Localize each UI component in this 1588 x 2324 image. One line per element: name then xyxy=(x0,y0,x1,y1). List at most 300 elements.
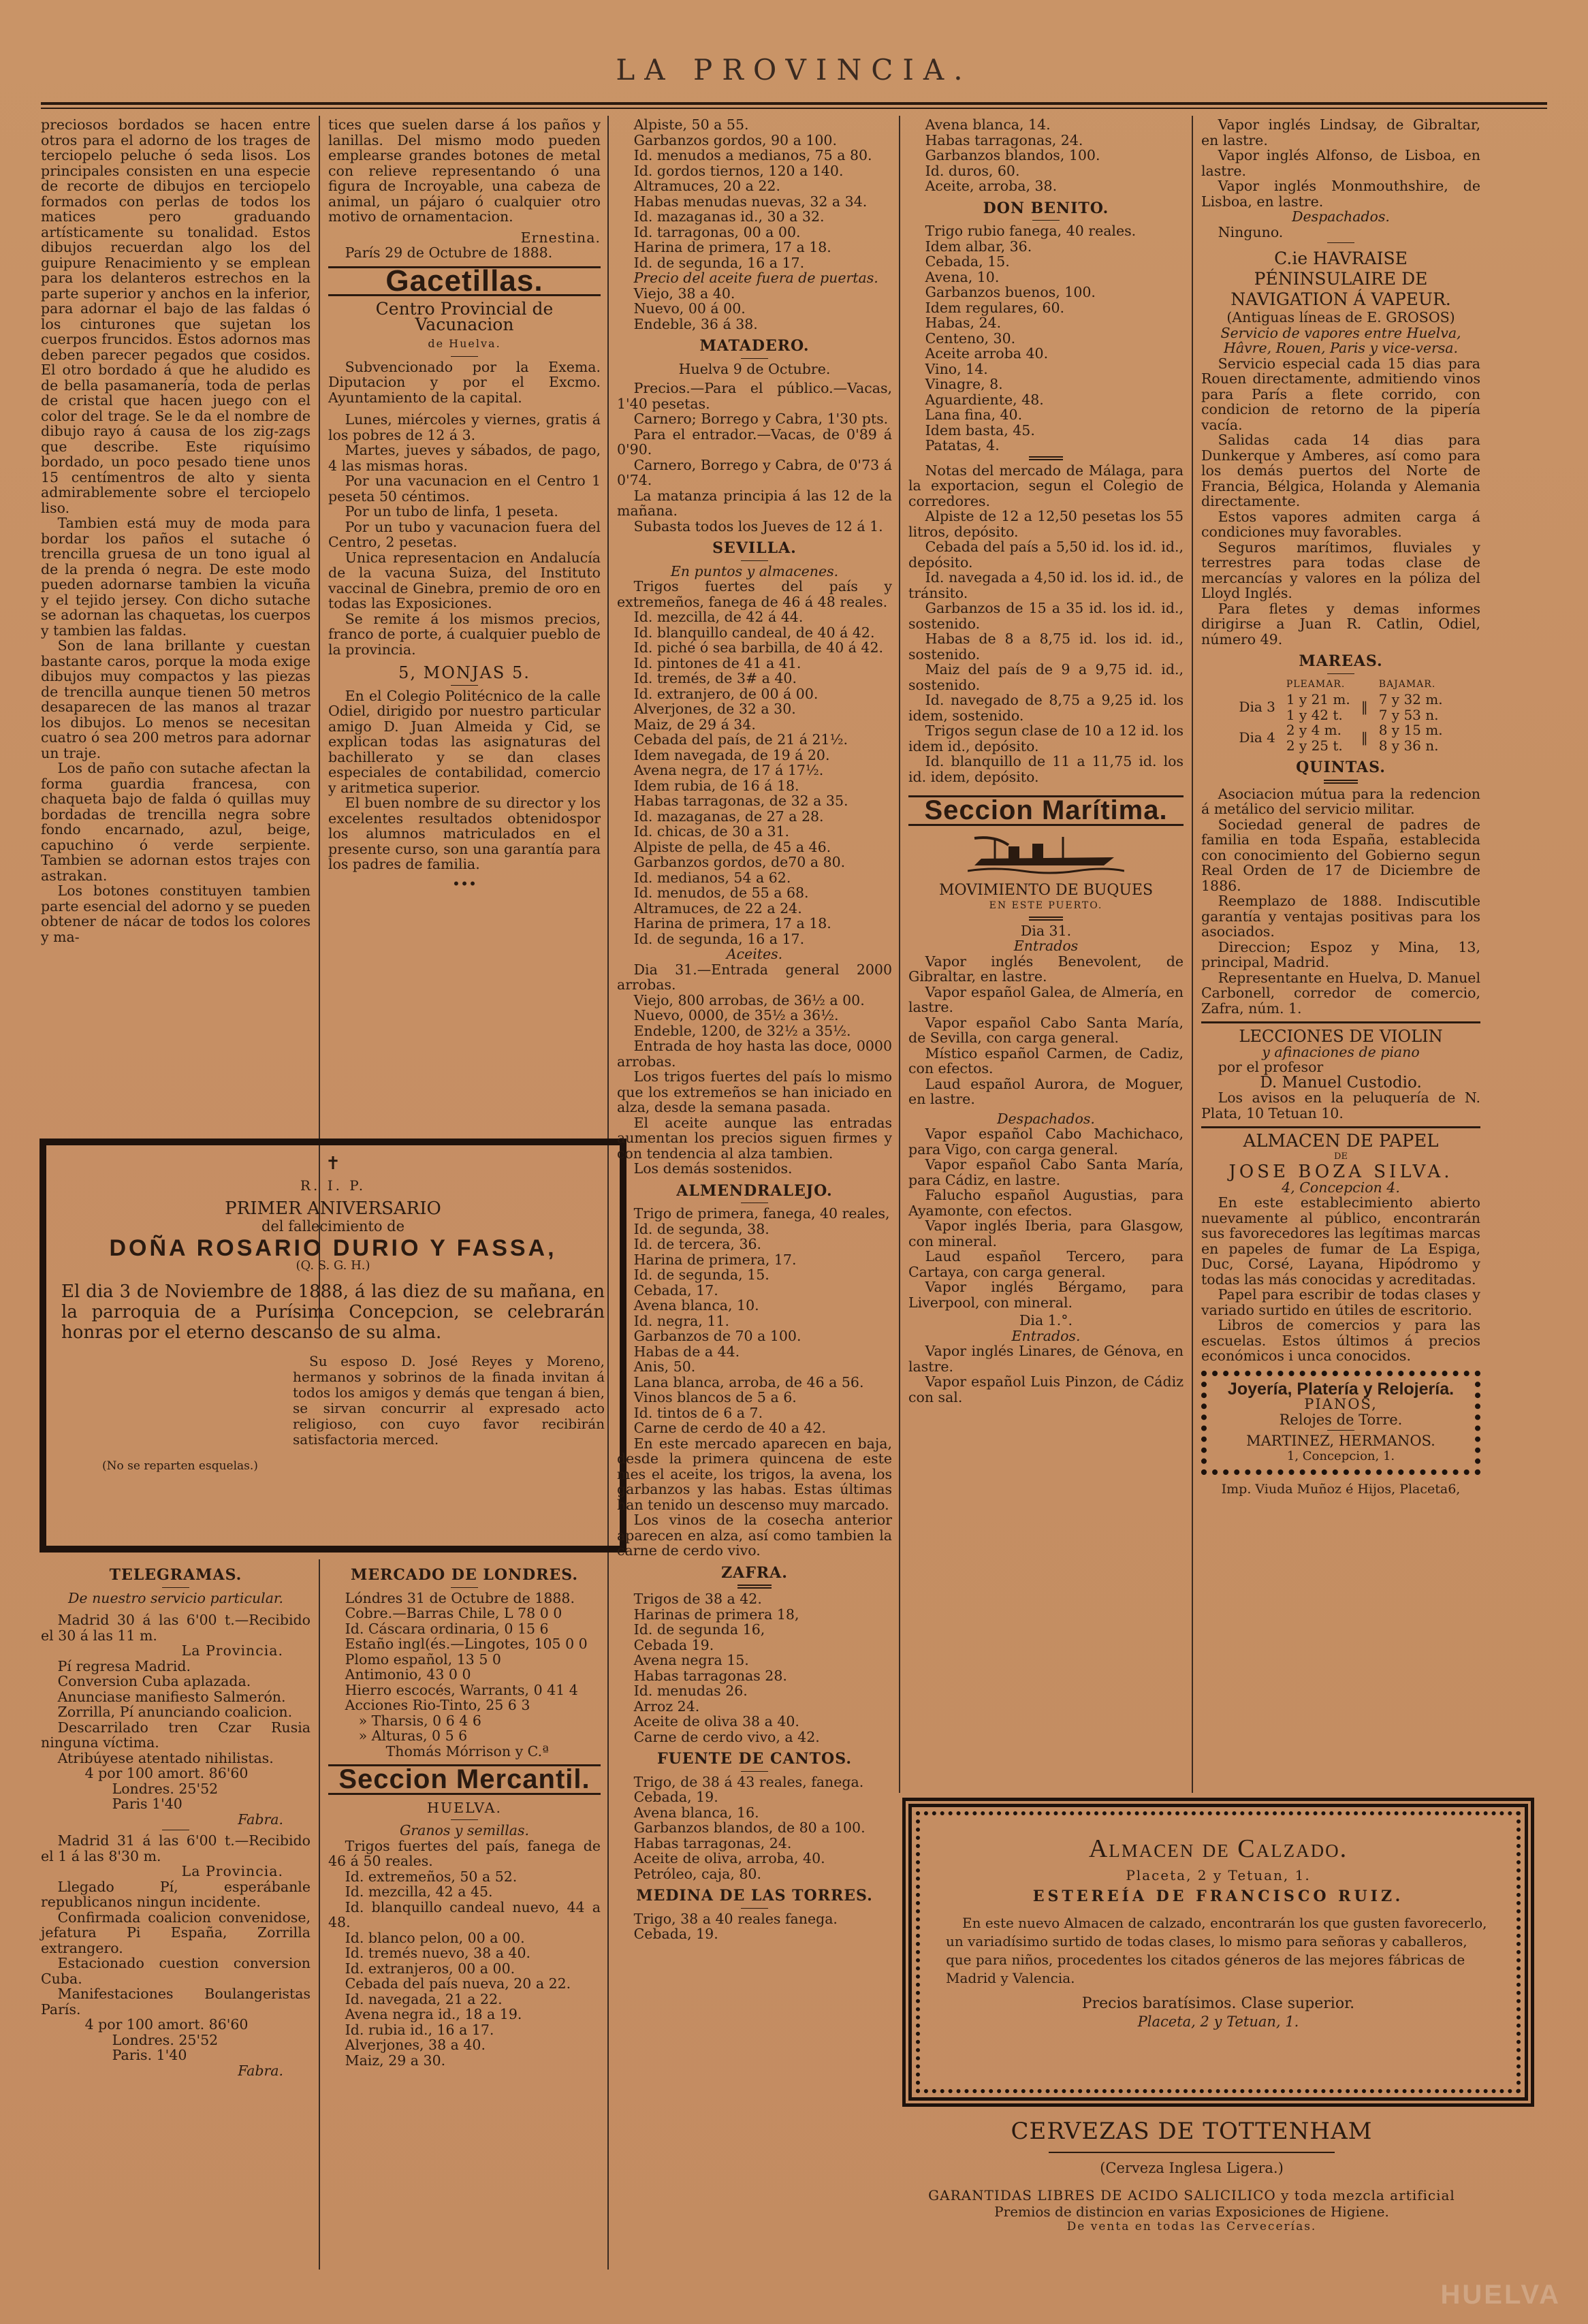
market-line: Id. extranjeros, 00 a 00. xyxy=(345,1960,515,1977)
market-line: Alpiste, 50 a 55. xyxy=(633,116,749,133)
cervezas-ad xyxy=(899,2118,1484,2233)
telegram-line: Conversion Cuba aplazada. xyxy=(57,1673,251,1689)
market-line: Viejo, 38 a 40. xyxy=(633,285,735,302)
entrados-label: Entrados. xyxy=(1011,1327,1081,1344)
market-line: Aceite, arroba, 38. xyxy=(925,178,1058,194)
sevilla-line: Id. mazaganas, de 27 a 28. xyxy=(633,808,824,825)
almendralejo-line: En este mercado aparecen en baja, desde la primera quincena de este mes el aceite, los trigos, la avena, los garbanzos y las habas. Estas últimas han tenido un descenso muy marcado. xyxy=(617,1435,892,1513)
market-line: Id. tarragonas, 00 a 00. xyxy=(633,223,801,240)
tides-day: Dia 3 xyxy=(1239,699,1275,716)
fuente-line: Petróleo, caja, 80. xyxy=(633,1865,761,1882)
havraise-line: Seguros marítimos, fluviales y terrestres para todas clase de mercancías y valores en la póliza del Lloyd Inglés. xyxy=(1201,539,1480,601)
benito-line: Habas, 24. xyxy=(925,315,1002,331)
almendralejo-line: Id. de segunda, 38. xyxy=(633,1220,769,1237)
telegrams-section xyxy=(41,1561,311,2078)
market-line: Avena blanca, 14. xyxy=(925,116,1051,133)
movement-subtitle: EN ESTE PUERTO. xyxy=(989,900,1103,911)
zafra-line: Harinas de primera 18, xyxy=(633,1606,799,1623)
divider xyxy=(162,1587,189,1588)
telegrams-subtitle: De nuestro servicio particular. xyxy=(68,1589,283,1606)
matadero-line: Para el entrador.—Vacas, de 0'89 á 0'90. xyxy=(617,426,892,458)
divider xyxy=(1029,917,1063,921)
malaga-line: Trigos segun clase de 10 a 12 id. los idem id., depósito. xyxy=(908,722,1184,754)
havraise-line: Servicio especial cada 15 dias para Rouen directamente, admitiendo vinos para París a flete corrido, con condicion de retorno de la pipería vacía. xyxy=(1201,355,1480,433)
benito-line: Vino, 14. xyxy=(925,360,988,377)
ship-line: Vapor español Cabo Santa María, para Cádiz, en lastre. xyxy=(908,1156,1184,1188)
london-title: MERCADO DE LONDRES. xyxy=(350,1566,579,1584)
telegram-line: La Provincia. xyxy=(181,1863,283,1879)
article-paragraph: tices que suelen darse á los paños y lanillas. Del mismo modo pueden emplearse grandes botones de metal con relieve representando ó una figura de Incroyable, una cabeza de animal, un pájaro ó cualquier otro motivo de ornamentacion. xyxy=(328,116,601,225)
vaccination-text: Se remite á los mismos precios, franco de porte, á cualquier pueblo de la provincia. xyxy=(328,610,601,658)
ship-line: Vapor inglés Linares, de Génova, en lastre. xyxy=(908,1343,1184,1375)
day-1: Dia 1.°. xyxy=(1019,1312,1073,1328)
fuente-line: Garbanzos blandos, de 80 a 100. xyxy=(633,1819,866,1836)
sevilla-line: Idem rubia, de 16 á 18. xyxy=(633,777,799,794)
mercantil-title: Seccion Mercantil. xyxy=(338,1764,590,1794)
obituary-text: El dia 3 de Noviembre de 1888, á las diez de su mañana, en la parroquia de a Purísima Concepcion, se celebrarán honras por el eterno descanso de su alma. xyxy=(61,1282,605,1343)
london-line: Hierro escocés, Warrants, 0 41 4 xyxy=(345,1681,578,1698)
aceites-line: Dia 31.—Entrada general 2000 arrobas. xyxy=(617,961,892,993)
zafra-title: ZAFRA. xyxy=(721,1563,788,1582)
article-dateline: París 29 de Octubre de 1888. xyxy=(345,244,553,261)
ship-line: Vapor inglés Lindsay, de Gibraltar, en lastre. xyxy=(1201,116,1480,148)
benito-line: Aguardiente, 48. xyxy=(925,391,1044,408)
divider xyxy=(1327,242,1354,243)
tides-cell: 2 y 4 m. xyxy=(1286,722,1341,738)
sevilla-line: Alverjones, de 32 a 30. xyxy=(633,701,796,717)
despachados-label: Despachados. xyxy=(997,1110,1095,1127)
papel-line: En este establecimiento abierto nuevamente al público, encontrarán sus favorecedores las legítimas marcas en papeles de fumar de La Espiga, Duc, Corsé, Layana, Hipódromo y todas las más conocidas y acreditadas. xyxy=(1201,1194,1480,1288)
divider xyxy=(1327,1430,1354,1431)
obituary-anniversary: PRIMER ANIVERSARIO xyxy=(225,1198,441,1219)
ship-line: Falucho español Augustias, para Ayamonte, con efectos. xyxy=(908,1187,1184,1219)
ship-line: Laud español Aurora, de Moguer, en lastre. xyxy=(908,1075,1184,1107)
aceites-line: Nuevo, 0000, de 35½ a 36½. xyxy=(633,1007,839,1023)
benito-line: Trigo rubio fanega, 40 reales. xyxy=(925,223,1137,239)
telegram-line: Londres. 25'52 xyxy=(112,1780,219,1797)
divider xyxy=(741,1908,768,1909)
market-line: Id. duros, 60. xyxy=(925,162,1020,179)
quintas-title: QUINTAS. xyxy=(1296,759,1386,776)
sevilla-line: Id. piché ó sea barbilla, de 40 á 42. xyxy=(633,639,884,656)
havraise-subtitle: (Antiguas líneas de E. GROSOS) xyxy=(1226,309,1455,325)
market-line: Garbanzos blandos, 100. xyxy=(925,147,1100,163)
market-line: Id. tremés nuevo, 38 a 40. xyxy=(345,1945,531,1961)
market-line: Id. blanquillo candeal nuevo, 44 a 48. xyxy=(328,1898,601,1930)
almendralejo-line: Lana blanca, arroba, de 46 a 56. xyxy=(633,1373,864,1390)
market-line: Id. blanco pelon, 00 a 00. xyxy=(345,1929,525,1946)
zafra-line: Carne de cerdo vivo, a 42. xyxy=(633,1728,820,1745)
zafra-line: Id. de segunda 16, xyxy=(633,1621,765,1638)
joyeria-owner: MARTINEZ, HERMANOS. xyxy=(1246,1433,1435,1449)
joyeria-relojes: Relojes de Torre. xyxy=(1279,1411,1403,1428)
vaccination-text: Unica representacion en Andalucía de la vacuna Suiza, del Instituto vaccinal de Ginebra, premio de oro en todas las Exposiciones. xyxy=(328,549,601,611)
malaga-line: Maiz del país de 9 a 9,75 id. id., sostenido. xyxy=(908,661,1184,693)
telegram-line: Zorrilla, Pí anunciando coalicion. xyxy=(57,1704,293,1720)
vaccination-text: Por un tubo de linfa, 1 peseta. xyxy=(345,503,558,520)
divider xyxy=(741,1771,768,1772)
market-line: Trigos fuertes del país, fanega de 46 á 50 reales. xyxy=(328,1837,601,1869)
sevilla-line: Maiz, de 29 á 34. xyxy=(633,716,756,733)
aceites-line: Entrada de hoy hasta las doce, 0000 arrobas. xyxy=(617,1038,892,1070)
entrados-label: Entrados xyxy=(1013,938,1079,954)
obituary-name: DOÑA ROSARIO DURIO Y FASSA, xyxy=(109,1235,557,1261)
column-separator xyxy=(899,116,900,1793)
cervezas-line: Premios de distincion en varias Exposiciones de Higiene. xyxy=(994,2203,1389,2220)
benito-line: Idem albar, 36. xyxy=(925,238,1032,255)
obituary-family: Su esposo D. José Reyes y Moreno, hermanos y sobrinos de la finada invitan á todos los amigos y demás que tengan á bien, se sirvan concurrir al expresado acto religioso, con cuyo favor recibirán satisfactoria merced. xyxy=(293,1353,605,1448)
london-line: » Tharsis, 0 6 4 6 xyxy=(358,1712,481,1729)
market-line: Id. navegada, 21 a 22. xyxy=(345,1990,503,2007)
almendralejo-line: Trigo de primera, fanega, 40 reales, xyxy=(633,1205,890,1222)
aceites-line: Endeble, 1200, de 32½ a 35½. xyxy=(633,1022,851,1039)
london-line: Lóndres 31 de Octubre de 1888. xyxy=(345,1589,575,1606)
don-benito-title: DON BENITO. xyxy=(983,199,1109,217)
sevilla-line: Idem navegada, de 19 á 20. xyxy=(633,746,830,763)
mareas-title: MAREAS. xyxy=(1299,652,1383,670)
divider xyxy=(1029,456,1063,460)
ship-line: Vapor inglés Alfonso, de Lisboa, en lastre. xyxy=(1201,147,1480,179)
benito-line: Lana fina, 40. xyxy=(925,407,1023,423)
benito-line: Centeno, 30. xyxy=(925,330,1016,347)
calzado-ad xyxy=(902,1798,1534,2107)
sevilla-line: Id. medianos, 54 a 62. xyxy=(633,869,791,886)
joyeria-ad xyxy=(1201,1371,1480,1476)
matadero-line: Subasta todos los Jueves de 12 á 1. xyxy=(633,518,883,535)
aceites-line: Los demás sostenidos. xyxy=(633,1160,793,1177)
telegram-line: Londres. 25'52 xyxy=(112,2031,219,2048)
obituary-box xyxy=(39,1139,626,1553)
sevilla-line: Habas tarragonas, de 32 a 35. xyxy=(633,793,848,809)
tides-cell: 8 y 36 n. xyxy=(1378,737,1439,754)
divider xyxy=(741,358,768,359)
market-line: Maiz, 29 a 30. xyxy=(345,2052,446,2069)
market-line: Habas tarragonas, 24. xyxy=(925,131,1083,148)
telegram-line: Paris. 1'40 xyxy=(112,2047,187,2063)
almendralejo-line: Id. de segunda, 15. xyxy=(633,1267,769,1283)
colegio-text: En el Colegio Politécnico de la calle Odiel, dirigido por nuestro particular amigo D. Juan Almeida y Cid, se explican todas las asignaturas del bachillerato y se dan clases especiales de contabilidad, comercio y aritmetica superior. xyxy=(328,687,601,796)
fuente-title: FUENTE DE CANTOS. xyxy=(657,1750,852,1768)
almendralejo-line: Los vinos de la cosecha anterior aparecen en alza, así como tambien la carne de cerdo vivo. xyxy=(617,1512,892,1559)
benito-line: Garbanzos buenos, 100. xyxy=(925,284,1096,300)
violin-subtitle: y afinaciones de piano xyxy=(1262,1043,1420,1060)
london-line: Thomás Mórrison y C.ª xyxy=(385,1742,549,1760)
benito-line: Aceite arroba 40. xyxy=(925,345,1049,362)
colegio-text: El buen nombre de su director y los excelentes resultados obtenidospor los alumnos matriculados en el presente curso, son una garantía para los padres de familia. xyxy=(328,795,601,872)
masthead-rule xyxy=(41,102,1547,105)
benito-line: Idem regulares, 60. xyxy=(925,299,1065,316)
tides-cell: 8 y 15 m. xyxy=(1378,722,1443,738)
tides-cell: 7 y 32 m. xyxy=(1378,691,1443,707)
sevilla-line: Trigos fuertes del país y extremeños, fanega de 46 á 48 reales. xyxy=(617,578,892,610)
vaccination-text: Por un tubo y vacunacion fuera del Centro, 2 pesetas. xyxy=(328,518,601,550)
telegram-line: Atribúyese atentado nihilistas. xyxy=(57,1749,274,1766)
vaccination-title: Centro Provincial de Vacunacion xyxy=(375,299,554,334)
divider xyxy=(1327,673,1354,674)
vaccination-text: Subvencionado por la Exema. Diputacion y por el Excmo. Ayuntamiento de la capital. xyxy=(328,358,601,406)
vaccination-subtitle: de Huelva. xyxy=(428,337,501,350)
sevilla-line: Id. blanquillo candeal, de 40 á 42. xyxy=(633,624,875,641)
sevilla-line: Id. extranjero, de 00 á 00. xyxy=(633,685,819,702)
zafra-line: Aceite de oliva 38 a 40. xyxy=(633,1713,799,1730)
column-2 xyxy=(328,117,601,891)
sevilla-line: Avena negra, de 17 á 17½. xyxy=(633,762,824,778)
column-1 xyxy=(41,117,311,944)
monjas-title: 5, MONJAS 5. xyxy=(398,663,530,682)
aceites-subtitle: Aceites. xyxy=(726,946,783,962)
maritima-title: Seccion Marítima. xyxy=(924,795,1168,825)
violin-line: por el profesor xyxy=(1218,1059,1324,1075)
sevilla-line: Id. mezcilla, de 42 á 44. xyxy=(633,609,804,625)
calzado-title: Almacen de Calzado. xyxy=(1088,1834,1348,1863)
calzado-address: Placeta, 2 y Tetuan, 1. xyxy=(1126,1867,1311,1883)
malaga-line: Id. navegado de 8,75 a 9,25 id. los idem, sostenido. xyxy=(908,692,1184,724)
fuente-line: Trigo, de 38 á 43 reales, fanega. xyxy=(633,1773,864,1790)
violin-teacher: D. Manuel Custodio. xyxy=(1260,1073,1422,1092)
market-line: Id. gordos tiernos, 120 a 140. xyxy=(633,162,844,179)
havraise-title: C.ie HAVRAISE PÉNINSULAIRE DE NAVIGATION Á VAPEUR. xyxy=(1230,249,1451,309)
movement-title: MOVIMIENTO DE BUQUES xyxy=(938,881,1154,899)
medina-title: MEDINA DE LAS TORRES. xyxy=(636,1887,873,1905)
ship-line: Vapor inglés Benevolent, de Gibraltar, en lastre. xyxy=(908,953,1184,985)
masthead-rule-thin xyxy=(41,108,1547,109)
almendralejo-title: ALMENDRALEJO. xyxy=(676,1181,833,1200)
ornament: ••• xyxy=(451,875,477,892)
divider xyxy=(737,1585,772,1589)
quintas-line: Sociedad general de padres de familia en toda España, establecida con conocimiento del Gobierno segun Real Orden de 17 de Diciembre de 1886. xyxy=(1201,816,1480,894)
ship-line: Vapor español Cabo Santa María, de Sevilla, con carga general. xyxy=(908,1014,1184,1046)
almendralejo-line: Id. de tercera, 36. xyxy=(633,1236,762,1252)
tides-cell: 7 y 53 n. xyxy=(1378,706,1439,723)
market-line: Endeble, 36 á 38. xyxy=(633,315,758,332)
market-line: Avena negra id., 18 a 19. xyxy=(345,2006,522,2022)
cervezas-subtitle: (Cerveza Inglesa Ligera.) xyxy=(1100,2160,1284,2176)
obituary-sgh: (Q. S. G. H.) xyxy=(296,1258,370,1273)
masthead: LA PROVINCIA. xyxy=(616,53,972,86)
malaga-line: Habas de 8 a 8,75 id. los id. id., sostenido. xyxy=(908,631,1184,663)
divider xyxy=(1201,1126,1480,1128)
london-line: Id. Cáscara ordinaria, 0 15 6 xyxy=(345,1620,549,1637)
sevilla-line: Altramuces, de 22 a 24. xyxy=(633,900,802,917)
medina-line: Cebada, 19. xyxy=(633,1926,718,1942)
granos-subtitle: Granos y semillas. xyxy=(399,1822,530,1838)
ship-line: Vapor español Galea, de Almería, en lastre. xyxy=(908,983,1184,1015)
telegram-line: 4 por 100 amort. 86'60 xyxy=(84,2016,249,2033)
telegram-line: Estacionado cuestion conversion Cuba. xyxy=(41,1955,311,1987)
market-line: Harina de primera, 17 a 18. xyxy=(633,239,831,255)
fuente-line: Avena blanca, 16. xyxy=(633,1804,759,1821)
divider xyxy=(451,1587,478,1588)
market-line: Habas menudas nuevas, 32 a 34. xyxy=(633,193,868,210)
sevilla-line: Id. chicas, de 30 a 31. xyxy=(633,823,790,840)
quintas-line: Direccion; Espoz y Mina, 13, principal, Madrid. xyxy=(1201,938,1480,970)
sevilla-line: Id. tremés, de 3# a 40. xyxy=(633,670,797,686)
telegram-line: Fabra. xyxy=(238,2062,283,2079)
telegram-line: Llegado Pí, esperábanle republicanos ningun incidente. xyxy=(41,1878,311,1910)
article-paragraph: preciosos bordados se hacen entre otros para el adorno de los trages de terciopelo peluche ó seda lisos. Los principales consisten en una especie de recorte de dibujos en terciopelo formados con perlas de todos los matices pero graduando artísticamente su tonalidad. Estos dibujos recuerdan algo los del guipure Renacimiento y se emplean para los delanteros estrechos en la parte superior y anchos en la inferior, para adornar el bajo de las faldas ó los cinturones que sujetan los cuerpos fruncidos. Estos adornos mas deben parecer pegados que cosidos. El otro bordado á que he aludido es de bella pasamanería, toda de perlas de cristal que hacen juego con el color del trage. Se le da el nombre de dibujo rayo á causa de los zig-zags que describe. Este riquísimo bordado, un poco pesado tiene unos 15 centímentros de alto y sienta admirablemente sobre el terciopelo liso. xyxy=(41,116,311,516)
almendralejo-line: Avena blanca, 10. xyxy=(633,1297,759,1314)
obituary-del: del fallecimiento de xyxy=(261,1218,405,1235)
matadero-date: Huelva 9 de Octubre. xyxy=(678,360,831,377)
imprenta-line: Imp. Viuda Muñoz é Hijos, Placeta6, xyxy=(1221,1482,1461,1497)
sevilla-subtitle: En puntos y almacenes. xyxy=(670,562,839,579)
tides-header: PLEAMAR. xyxy=(1286,678,1346,690)
telegram-line: Manifestaciones Boulangeristas París. xyxy=(41,1986,311,2018)
havraise-line: Estos vapores admiten carga á condiciones muy favorables. xyxy=(1201,508,1480,540)
huelva-title: HUELVA. xyxy=(426,1799,503,1816)
tides-day: Dia 4 xyxy=(1239,729,1275,746)
watermark: HUELVA xyxy=(1440,2280,1561,2310)
benito-line: Patatas, 4. xyxy=(925,437,1000,453)
benito-line: Cebada, 15. xyxy=(925,253,1010,270)
cervezas-line: GARANTIDAS LIBRES DE ACIDO SALICILICO y toda mezcla artificial xyxy=(928,2187,1455,2203)
papel-line: Libros de comercios y para las escuelas. Estos últimos á precios económicos i unca conocidos. xyxy=(1201,1317,1480,1364)
sevilla-line: Cebada del país, de 21 á 21½. xyxy=(633,731,848,748)
malaga-line: Id. navegada a 4,50 id. los id. id., de tránsito. xyxy=(908,569,1184,601)
zafra-line: Avena negra 15. xyxy=(633,1652,749,1668)
quintas-line: Reemplazo de 1888. Indiscutible garantía y ventajas positivas para los asociados. xyxy=(1201,893,1480,940)
cross-icon: ✝ xyxy=(325,1153,340,1174)
sevilla-line: Alpiste de pella, de 45 a 46. xyxy=(633,838,831,855)
medina-line: Trigo, 38 a 40 reales fanega. xyxy=(633,1910,838,1927)
column-3 xyxy=(617,117,892,1942)
article-signature: Ernestina. xyxy=(520,229,601,246)
article-paragraph: Los botones constituyen tambien parte esencial del adorno y se pueden obtener de nácar de todos los colores y ma- xyxy=(41,882,311,945)
column-separator xyxy=(319,1559,320,2270)
market-line: Garbanzos gordos, 90 a 100. xyxy=(633,131,837,148)
telegram-line: Madrid 30 á las 6'00 t.—Recibido el 30 á las 11 m. xyxy=(41,1612,311,1644)
matadero-line: La matanza principia á las 12 de la mañana. xyxy=(617,487,892,519)
ship-line: Laud español Tercero, para Cartaya, con carga general. xyxy=(908,1248,1184,1280)
divider xyxy=(1324,780,1358,784)
havraise-line: Salidas cada 14 dias para Dunkerque y Amberes, así como para los demás puertos del Norte de Francia, Bélgica, Holanda y Alemania directamente. xyxy=(1201,432,1480,509)
ship-line: Vapor español Cabo Machichaco, para Vigo, con carga general. xyxy=(908,1126,1184,1158)
malaga-line: Cebada del país a 5,50 id. los id. id., depósito. xyxy=(908,539,1184,571)
joyeria-address: 1, Concepcion, 1. xyxy=(1286,1448,1395,1463)
matadero-title: MATADERO. xyxy=(699,337,810,355)
almendralejo-line: Vinos blancos de 5 a 6. xyxy=(633,1389,797,1405)
joyeria-pianos: PIANOS, xyxy=(1304,1396,1378,1412)
market-line: Alverjones, 38 a 40. xyxy=(345,2037,486,2053)
zafra-line: Trigos de 38 a 42. xyxy=(633,1591,762,1607)
telegram-line: Paris 1'40 xyxy=(112,1796,182,1812)
benito-line: Idem basta, 45. xyxy=(925,421,1035,439)
cervezas-title: CERVEZAS DE TOTTENHAM xyxy=(1011,2118,1373,2145)
ship-line: Vapor inglés Bérgamo, para Liverpool, con mineral. xyxy=(908,1279,1184,1311)
ship-line: Ninguno. xyxy=(1218,223,1284,240)
sevilla-line: Garbanzos gordos, de70 a 80. xyxy=(633,854,846,870)
almendralejo-line: Habas de a 44. xyxy=(633,1343,740,1360)
london-line: Acciones Rio-Tinto, 25 6 3 xyxy=(345,1697,530,1713)
almendralejo-line: Carne de cerdo de 40 a 42. xyxy=(633,1420,827,1436)
column-4 xyxy=(908,117,1184,1405)
malaga-line: Notas del mercado de Málaga, para la exportacion, segun el Colegio de corredores. xyxy=(908,462,1184,509)
havraise-service: Servicio de vapores entre Huelva, Hâvre, Rouen, Paris y vice-versa. xyxy=(1220,324,1461,356)
despachados-label: Despachados. xyxy=(1292,208,1390,225)
calzado-prices: Precios baratísimos. Clase superior. xyxy=(1081,1995,1355,2012)
column-5 xyxy=(1201,117,1480,1497)
gacetillas-title: Gacetillas. xyxy=(385,264,543,298)
vaccination-text: Por una vacunacion en el Centro 1 peseta 50 céntimos. xyxy=(328,473,601,505)
ship-line: Vapor inglés Iberia, para Glasgow, con mineral. xyxy=(908,1217,1184,1249)
article-paragraph: Los de paño con sutache afectan la forma guardia francesa, con chaqueta bajo de falda ó quillas muy bordadas de trencilla negra sobre fondo encarnado, azul, beige, capuchino ó verde serpiente. Tambien se adornan estos trajes con astrakan. xyxy=(41,760,311,884)
quintas-line: Asociacion mútua para la redencion á metálico del servicio militar. xyxy=(1201,785,1480,817)
london-line: Plomo español, 13 5 0 xyxy=(345,1651,501,1668)
zafra-line: Arroz 24. xyxy=(633,1698,700,1715)
violin-line: Los avisos en la peluquería de N. Plata, 10 Tetuan 10. xyxy=(1201,1089,1480,1121)
almendralejo-line: Harina de primera, 17. xyxy=(633,1251,797,1268)
ship-line: Vapor inglés Monmouthshire, de Lisboa, en lastre. xyxy=(1201,178,1480,210)
malaga-line: Id. blanquillo de 11 a 11,75 id. los id. idem, depósito. xyxy=(908,753,1184,785)
almendralejo-line: Id. tintos de 6 a 7. xyxy=(633,1404,763,1421)
market-line: Id. menudos a medianos, 75 a 80. xyxy=(633,147,872,163)
telegram-line: La Provincia. xyxy=(181,1642,283,1659)
market-line: Precio del aceite fuera de puertas. xyxy=(633,270,878,286)
london-market-section xyxy=(328,1561,601,2068)
divider xyxy=(451,685,478,686)
papel-owner: JOSE BOZA SILVA. xyxy=(1228,1162,1453,1182)
aceites-line: Viejo, 800 arrobas, de 36½ a 00. xyxy=(633,991,865,1008)
benito-line: Avena, 10. xyxy=(925,268,1000,285)
matadero-line: Carnero; Borrego y Cabra, 1'30 pts. xyxy=(633,411,889,427)
london-line: » Alturas, 0 5 6 xyxy=(358,1728,468,1744)
divider xyxy=(451,1819,478,1820)
article-paragraph: Son de lana brillante y cuestan bastante caros, porque la moda exige dibujos muy compactos y las piezas de trencilla aunque tienen 50 metros desaparecen de las manos al trazar los dibujos. Lo menos se necesitan cuatro ó sea 200 metros para adornar un traje. xyxy=(41,637,311,761)
malaga-line: Garbanzos de 15 a 35 id. los id. id., sostenido. xyxy=(908,600,1184,632)
telegram-line: Descarrilado tren Czar Rusia ninguna víctima. xyxy=(41,1719,311,1751)
obituary-note: (No se reparten esquelas.) xyxy=(102,1459,258,1473)
table-row: Dia 3 1 y 21 m. ‖ 7 y 32 m. xyxy=(1233,692,1448,707)
calzado-text: En este nuevo Almacen de calzado, encontrarán los que gusten favorecerlo, un variadísimo surtido de todas clases, lo mismo para señoras y caballeros, que para niños, procedentes los citados géneros de las mejores fábricas de Madrid y Valencia. xyxy=(946,1915,1487,1986)
fuente-line: Cebada, 19. xyxy=(633,1789,718,1805)
vaccination-text: Lunes, miércoles y viernes, gratis á los pobres de 12 á 3. xyxy=(328,411,601,443)
aceites-line: El aceite aunque las entradas aumentan los precios siguen firmes y con tendencia al alza tambien. xyxy=(617,1114,892,1162)
divider xyxy=(1032,220,1060,221)
divider xyxy=(451,356,478,357)
obituary-rip: R. I. P. xyxy=(300,1177,366,1194)
steamship-icon xyxy=(968,831,1124,879)
telegram-line: 4 por 100 amort. 86'60 xyxy=(84,1765,249,1781)
tides-cell: 2 y 25 t. xyxy=(1286,737,1343,754)
zafra-line: Habas tarragonas 28. xyxy=(633,1667,787,1684)
almendralejo-line: Id. negra, 11. xyxy=(633,1312,729,1329)
calzado-owner: ESTEREÍA DE FRANCISCO RUIZ. xyxy=(1032,1888,1404,1905)
market-line: Id. rubia id., 16 a 17. xyxy=(345,2021,494,2038)
telegram-line: Pí regresa Madrid. xyxy=(57,1657,191,1674)
telegrams-title: TELEGRAMAS. xyxy=(109,1566,242,1584)
papel-address: 4, Concepcion 4. xyxy=(1282,1179,1400,1196)
sevilla-line: Id. pintones de 41 a 41. xyxy=(633,654,801,671)
divider xyxy=(1201,1021,1480,1023)
london-line: Estaño ingl(és.—Lingotes, 105 0 0 xyxy=(345,1636,588,1652)
cervezas-line: De venta en todas las Cervecerías. xyxy=(1066,2220,1317,2233)
matadero-line: Carnero, Borrego y Cabra, de 0'73 á 0'74. xyxy=(617,456,892,488)
market-line: Id. extremeños, 50 a 52. xyxy=(345,1868,518,1885)
sevilla-line: Id. menudos, de 55 a 68. xyxy=(633,885,809,901)
vaccination-text: Martes, jueves y sábados, de pago, 4 las mismas horas. xyxy=(328,442,601,474)
papel-title: ALMACEN DE PAPEL xyxy=(1243,1131,1439,1151)
papel-line: Papel para escribir de todas clases y variado surtido en útiles de escritorio. xyxy=(1201,1286,1480,1318)
tides-cell: 1 y 21 m. xyxy=(1286,691,1350,707)
telegram-line: Anunciase manifiesto Salmerón. xyxy=(57,1688,286,1705)
tides-table xyxy=(1233,677,1448,754)
benito-line: Vinagre, 8. xyxy=(925,376,1003,392)
almendralejo-line: Anis, 50. xyxy=(633,1358,696,1375)
papel-de: DE xyxy=(1334,1151,1348,1162)
sevilla-title: SEVILLA. xyxy=(712,539,797,557)
market-line: Id. mazaganas id., 30 a 32. xyxy=(633,208,825,225)
fuente-line: Aceite de oliva, arroba, 40. xyxy=(633,1850,825,1866)
